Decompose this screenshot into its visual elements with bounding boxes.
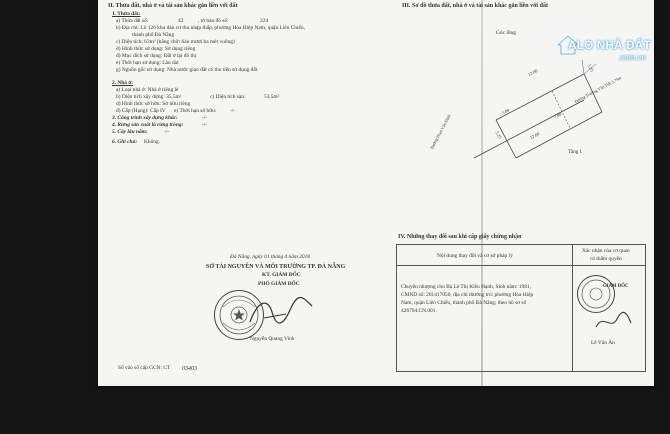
plantation-forest-value: -/- [202,122,208,128]
change-line-2: CMND số: 201417050, địa chỉ thường trú: phường Hòa Hiệp [401,292,534,298]
usage-purpose: đ) Mục đích sử dụng: Đất ở tại đô thị [116,53,197,59]
road-left-label: Đường Phan Văn Định [429,113,452,150]
floor-area-value: 53,5m² [264,94,280,100]
plot-outline [474,60,602,158]
usage-origin: g) Nguồn gốc sử dụng: Nhà nước giao đất có thu tiền sử dụng đất [116,67,258,73]
house-type: a) Loại nhà ở: Nhà ở riêng lẻ [116,87,179,93]
dim-inner-b: 5.00 [500,107,511,116]
watermark-domain: .com.vn [618,53,647,62]
floor-label: Tầng 1 [568,150,583,155]
notes-label: 6. Ghi chú: [112,139,138,145]
other-construction-value: -/- [202,115,208,121]
perennial-trees-label: 5. Cây lâu năm: [112,129,148,135]
dim-right: 5.25 [586,63,595,73]
road-top-label: Đường Trường Vân Tiết 3,75m [573,75,623,105]
col-confirm-a: Xác nhận của cơ quan [582,248,630,254]
issue-date: Đà Nẵng, ngày 01 tháng 4 năm 2018 [230,254,310,260]
built-area: b) Diện tích xây dựng: 35,5m² [116,94,182,100]
parcel-number: 42 [178,18,184,24]
table-header-rule [397,265,645,266]
watermark-brand: ALO NHÀ ĐẤT [568,38,651,52]
notes-value: Không. [144,139,161,145]
house-grade: đ) Cấp (Hạng): Cấp IV [116,108,166,114]
signer-name: Nguyễn Quang Vinh [250,336,295,342]
parcel-label: a) Thửa đất số: [116,18,149,24]
house-ownership-term-value: -/- [230,108,236,114]
section-2-heading: II. Thửa đất, nhà ở và tài sản khác gắn liền với đất [108,3,238,9]
map-sheet-label: , tờ bản đồ số: [198,18,229,24]
map-sheet-number: 224 [260,18,269,24]
dim-top: 12.00 [527,68,539,78]
official-seal-right [577,275,615,313]
signature-left [246,292,316,334]
change-line-1: Chuyển nhượng cho Bà Lê Thị Kiều Hạnh, Sinh năm: 1981, [401,284,531,290]
house-ownership-term: e) Thời hạn sở hữu: [174,108,217,114]
floor-area-label: c) Diện tích sàn: [210,94,246,100]
house-section-label: 2. Nhà ở: [112,80,134,86]
site-watermark [556,32,666,68]
change-line-3: Nam, quận Liên Chiểu, thành phố Đà Nẵng; theo hồ sơ số [401,300,527,306]
change-line-4: 426794.CN.001. [401,308,437,314]
plantation-forest-label: 4. Rừng sản xuất là rừng trồng: [112,122,184,128]
signature-right [593,309,633,335]
confirm-title: GIÁM ĐỐC [603,284,629,289]
usage-term: e) Thời hạn sử dụng: Lâu dài [116,60,179,66]
confirm-signer: Lê Văn Ân [591,340,615,346]
deputy-director: PHÓ GIÁM ĐỐC [258,281,300,287]
land-address: b) Địa chỉ: Lô 126 khu dân cư thu nhập thấp, phường Hòa Hiệp Nam, quận Liên Chiểu, [116,25,305,31]
kt-director: KT. GIÁM ĐỐC [262,272,301,278]
land-address-city: thành phố Đà Nẵng [132,32,175,38]
section-4-heading: IV. Những thay đổi sau khi cấp giấy chứng nhận [398,234,522,240]
land-area: c) Diện tích: 63m² (bằng chữ: Sáu mươi ba mét vuông) [116,39,235,45]
usage-form: d) Hình thức sử dụng: Sử dụng riêng [116,46,196,52]
perennial-trees-value: -/- [164,129,170,135]
other-construction-label: 3. Công trình xây dựng khác: [112,115,178,121]
col-confirm-b: có thẩm quyền [590,256,622,262]
table-column-rule [572,245,573,371]
col-change-content: Nội dung thay đổi và cơ sở pháp lý [437,253,513,259]
seal-right-graphic [578,276,614,312]
issuing-authority: SỞ TÀI NGUYÊN VÀ MÔI TRƯỜNG TP. ĐÀ NẴNG [206,264,346,270]
register-label: Số vào sổ cấp GCN: CT [118,365,171,371]
house-ownership-form: d) Hình thức sở hữu: Sở hữu riêng [116,101,191,107]
dim-left: 5.25 [494,130,503,140]
section-3-heading: III. Sơ đồ thửa đất, nhà ở và tài sản khác gắn liền với đất [402,3,548,9]
land-section-label: 1. Thửa đất: [112,11,141,17]
dim-bottom: 12.00 [529,131,541,141]
corner-label: Góc lồng [496,30,516,36]
dim-inner-a: 7.00 [552,111,563,120]
register-number: 03403 [182,366,197,372]
changes-table [396,244,646,372]
